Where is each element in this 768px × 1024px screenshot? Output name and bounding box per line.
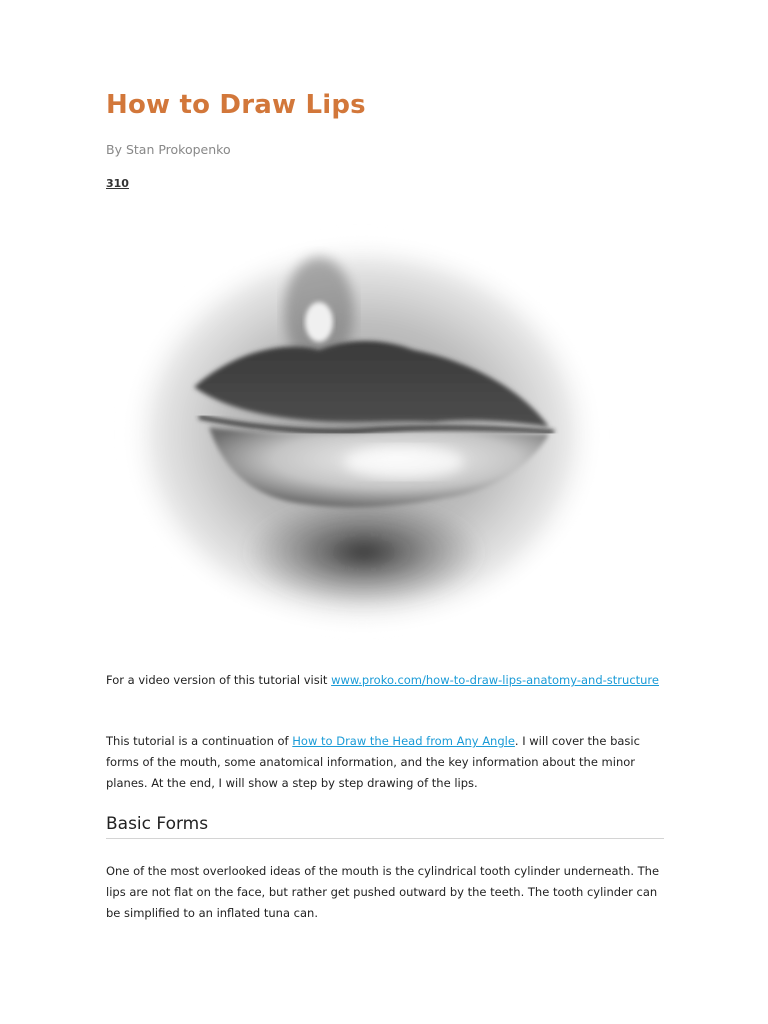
video-text: For a video version of this tutorial visit xyxy=(106,673,332,687)
lips-drawing-image xyxy=(114,222,614,642)
author-byline: By Stan Prokopenko xyxy=(106,142,231,157)
intro-text-continued: . I will cover the basic forms of the mouth, some anatomical information, and the key information about the minor planes. At the end, I will show a step by step drawing of the lips. xyxy=(106,734,640,790)
intro-paragraph xyxy=(106,731,664,794)
video-paragraph xyxy=(106,670,664,691)
head-tutorial-link[interactable]: How to Draw the Head from Any Angle xyxy=(292,734,515,748)
section-heading: Basic Forms xyxy=(106,814,664,839)
section-paragraph: One of the most overlooked ideas of the mouth is the cylindrical tooth cylinder underneath. The lips are not flat on the face, but rather get pushed outward by the teeth. The tooth cylinder can be simplified to an inflated tuna can. xyxy=(106,864,660,920)
intro-text: This tutorial is a continuation of xyxy=(106,734,293,748)
share-count[interactable]: 310 xyxy=(106,177,129,190)
page-title: How to Draw Lips xyxy=(106,90,366,120)
video-link[interactable]: www.proko.com/how-to-draw-lips-anatomy-and-structure xyxy=(331,673,659,687)
